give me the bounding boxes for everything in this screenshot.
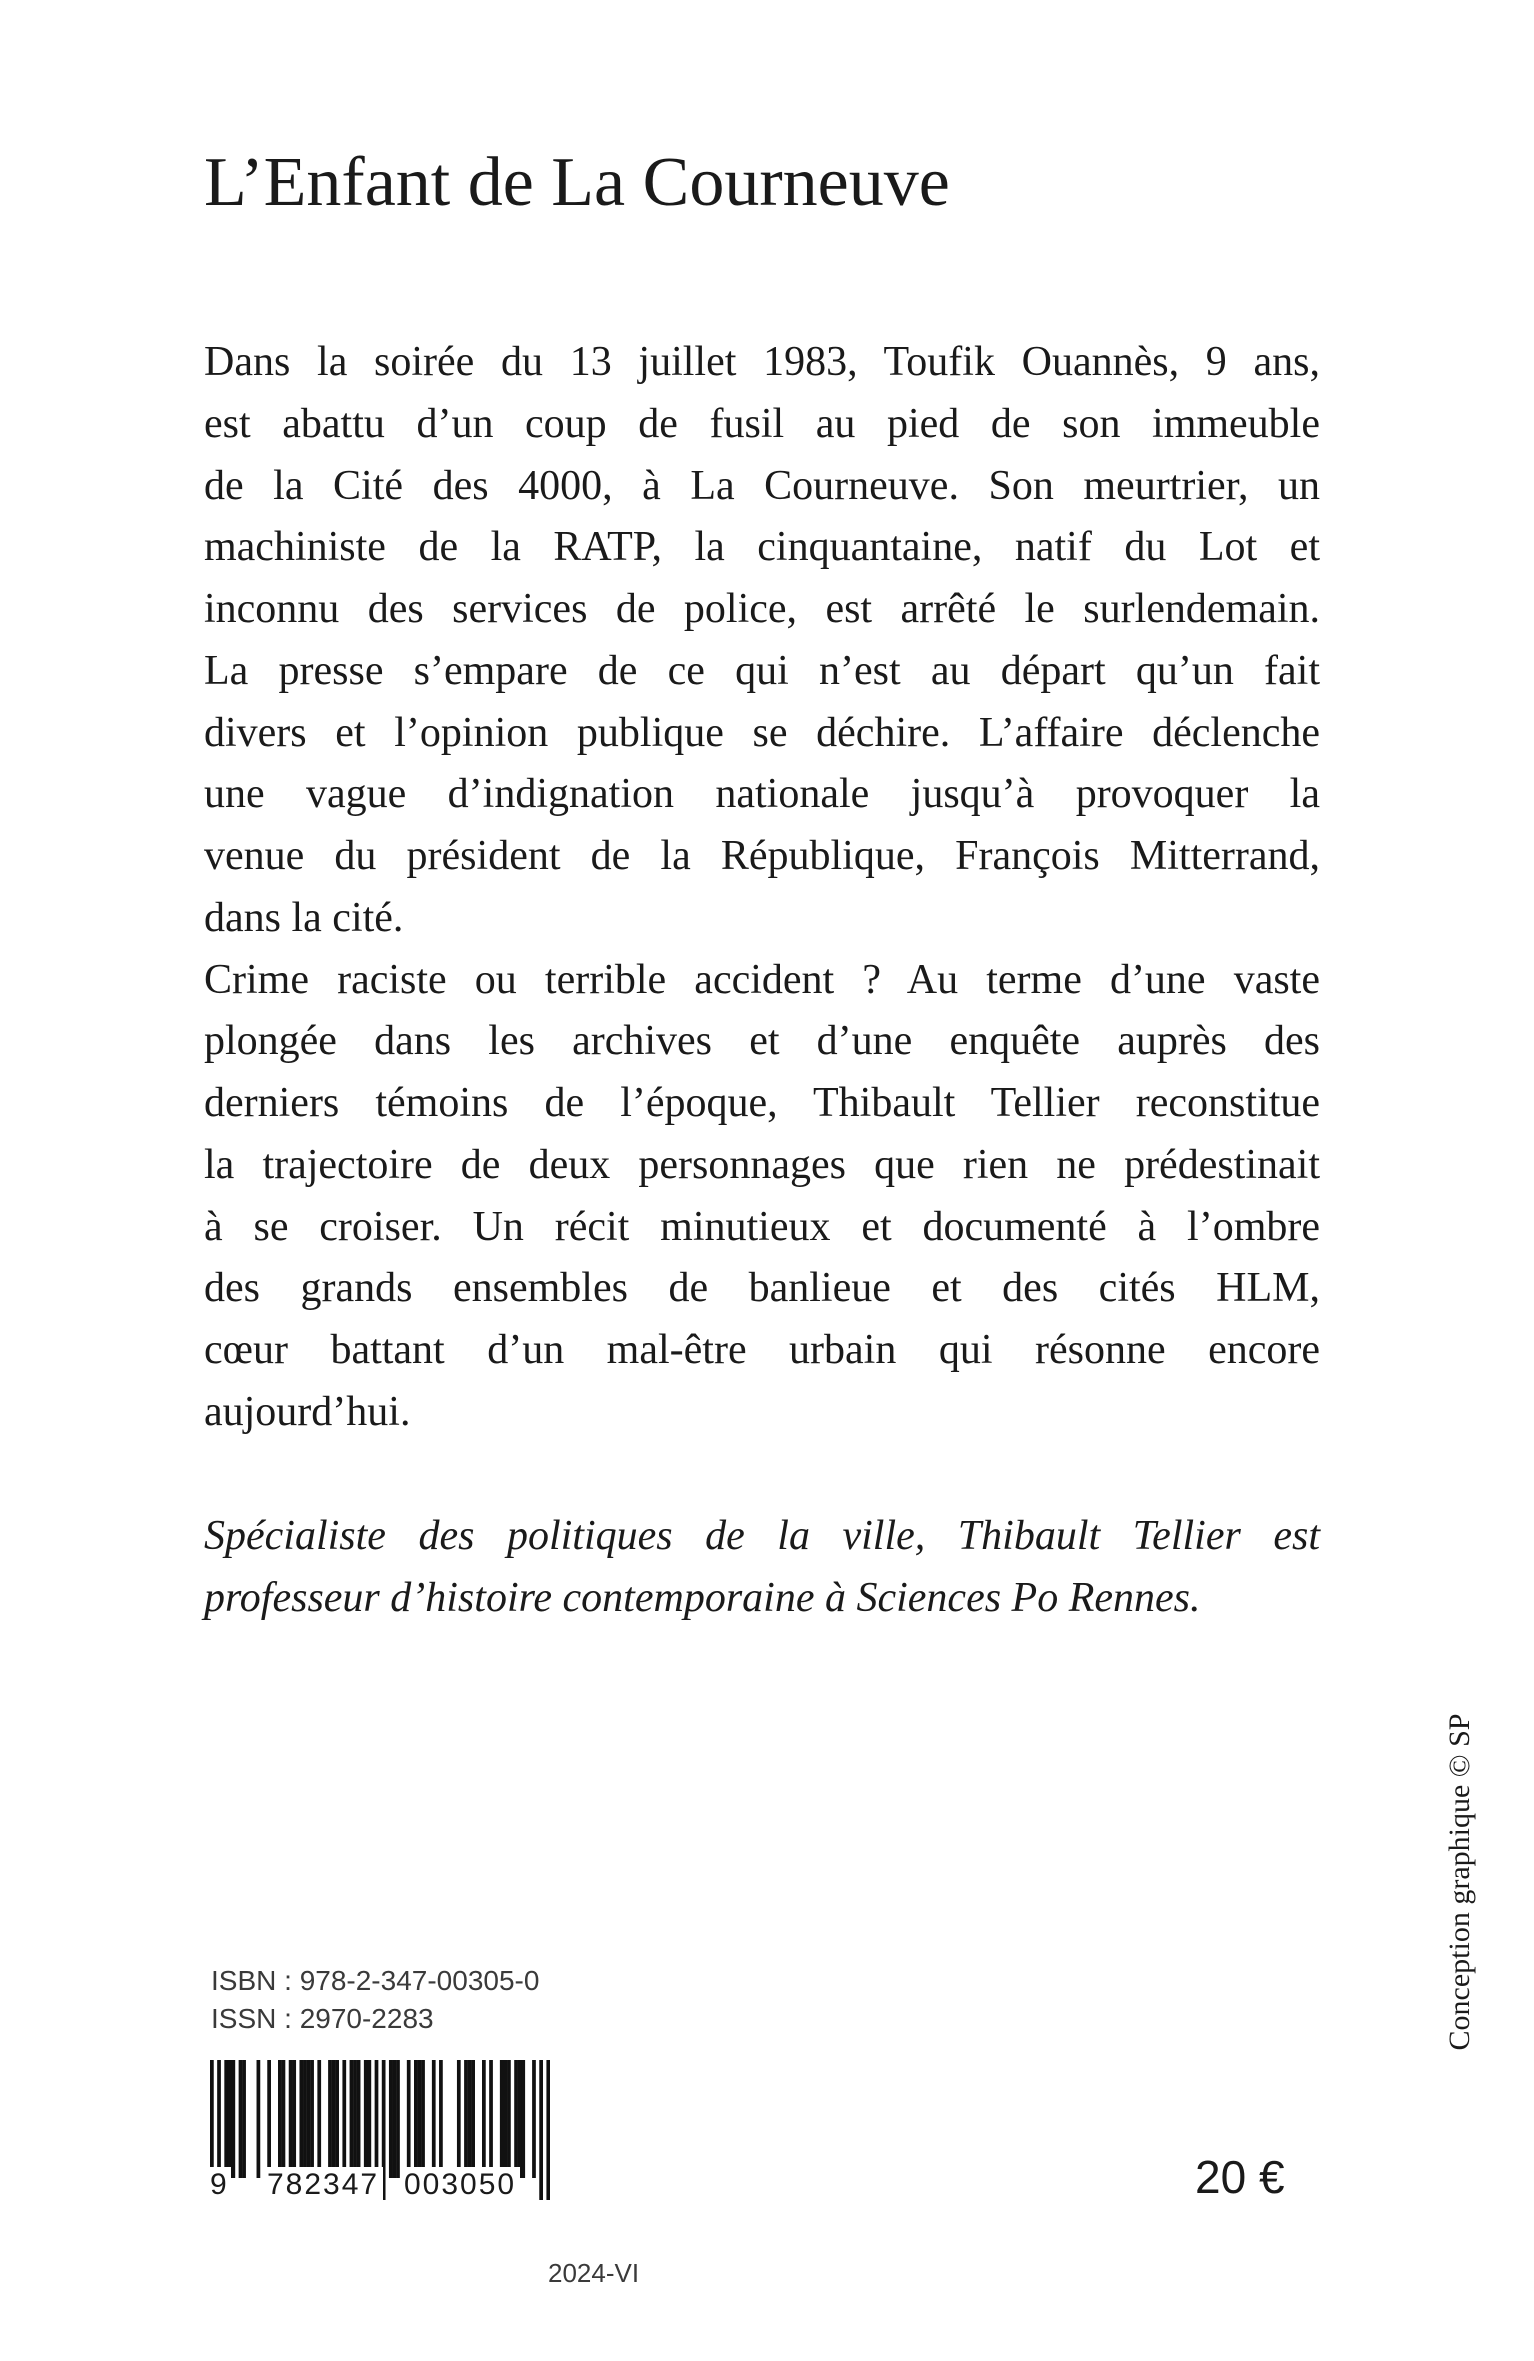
barcode-bar [224, 2060, 228, 2178]
barcode-bar [303, 2060, 307, 2178]
barcode-bar [468, 2060, 472, 2178]
summary-line: dans la cité. [204, 894, 404, 941]
barcode-bar [539, 2060, 543, 2200]
summary-line: Crime raciste ou terrible accident ? Au terme d’une vaste [204, 956, 1320, 1003]
barcode-bar [503, 2060, 507, 2178]
barcode-bar [353, 2060, 357, 2178]
barcode-bar [471, 2060, 475, 2178]
summary-line: de la Cité des 4000, à La Courneuve. Son meurtrier, un [204, 462, 1320, 509]
barcode-bar [439, 2060, 443, 2178]
barcode-bar [317, 2060, 321, 2178]
barcode-bar [332, 2060, 336, 2178]
barcode-bar [289, 2060, 293, 2178]
barcode-bar [489, 2060, 493, 2178]
summary-line: venue du président de la République, François Mitterrand, [204, 833, 1320, 879]
barcode-bar [267, 2060, 271, 2178]
barcode-right-digits: 003050 [400, 2167, 520, 2203]
summary-line: à se croiser. Un récit minutieux et documenté à l’ombre [204, 1203, 1320, 1250]
issn-label: ISSN : 2970-2283 [211, 2003, 434, 2034]
barcode-bar [464, 2060, 468, 2178]
summary-line: inconnu des services de police, est arrêté le surlendemain. [204, 586, 1320, 632]
barcode-bar [364, 2060, 368, 2178]
barcode-bar [350, 2060, 354, 2178]
barcode-bar [532, 2060, 536, 2178]
barcode-bar [432, 2060, 436, 2178]
summary-line: machiniste de la RATP, la cinquantaine, natif du Lot et [204, 524, 1320, 571]
barcode-bar [414, 2060, 418, 2178]
bio-line: professeur d’histoire contemporaine à Sciences Po Rennes. [204, 1575, 1201, 1621]
barcode-bar [299, 2060, 303, 2178]
barcode-left-digits: 782347 [263, 2167, 383, 2203]
book-title: L’Enfant de La Courneuve [204, 144, 950, 221]
barcode-bar [342, 2060, 346, 2178]
barcode-bar [518, 2060, 522, 2178]
barcode-bar [239, 2060, 243, 2178]
summary-line: est abattu d’un coup de fusil au pied de son immeuble [204, 400, 1320, 447]
barcode-bar [457, 2060, 461, 2178]
barcode-first-digit: 9 [206, 2167, 231, 2203]
summary-line: divers et l’opinion publique se déchire. L’affaire déclenche [204, 709, 1320, 756]
barcode-bar [242, 2060, 246, 2178]
barcode-bar [231, 2060, 235, 2178]
summary-text [204, 332, 1320, 1444]
barcode-bar [521, 2060, 525, 2178]
summary-line: Dans la soirée du 13 juillet 1983, Toufik Ouannès, 9 ans, [204, 339, 1320, 385]
barcode-bar [396, 2060, 400, 2178]
barcode-bar [546, 2060, 550, 2200]
isbn-label: ISBN : 978-2-347-00305-0 [211, 1965, 540, 1996]
barcode-bar [367, 2060, 371, 2178]
barcode-bar [278, 2060, 282, 2178]
summary-line: des grands ensembles de banlieue et des cités HLM, [204, 1265, 1320, 1312]
barcode-bar [393, 2060, 397, 2178]
barcode-bar [282, 2060, 286, 2178]
barcode-bar [328, 2060, 332, 2178]
barcode-bar [514, 2060, 518, 2178]
barcode-bar [357, 2060, 361, 2178]
barcode-bar [507, 2060, 511, 2178]
barcode-bar [335, 2060, 339, 2178]
summary-line: derniers témoins de l’époque, Thibault Tellier reconstitue [204, 1080, 1320, 1126]
edition-code: 2024-VI [548, 2258, 640, 2288]
barcode-bar [418, 2060, 422, 2178]
barcode-bar [421, 2060, 425, 2178]
summary-line: plongée dans les archives et d’une enquête auprès des [204, 1018, 1320, 1065]
barcode-bar [389, 2060, 393, 2178]
barcode-bar [307, 2060, 311, 2178]
price: 20 € [1195, 2151, 1285, 2203]
summary-line: La presse s’empare de ce qui n’est au départ qu’un fait [204, 647, 1320, 694]
summary-line: une vague d’indignation nationale jusqu’à provoquer la [204, 771, 1320, 818]
barcode-bar [228, 2060, 232, 2178]
barcode-bar [482, 2060, 486, 2178]
author-bio [204, 1505, 1320, 1629]
barcode-bar [407, 2060, 411, 2178]
design-credit: Conception graphique © SP [1443, 1713, 1476, 2051]
barcode-bar [292, 2060, 296, 2178]
barcode-bar [257, 2060, 261, 2178]
barcode-bar [500, 2060, 504, 2178]
summary-line: la trajectoire de deux personnages que rien ne prédestinait [204, 1141, 1320, 1188]
design-credit-container [1420, 1690, 1500, 2075]
barcode-bar [310, 2060, 314, 2178]
summary-line: cœur battant d’un mal-être urbain qui résonne encore [204, 1327, 1320, 1373]
summary-line: aujourd’hui. [204, 1388, 411, 1435]
bio-line: Spécialiste des politiques de la ville, Thibault Tellier est [204, 1513, 1320, 1559]
